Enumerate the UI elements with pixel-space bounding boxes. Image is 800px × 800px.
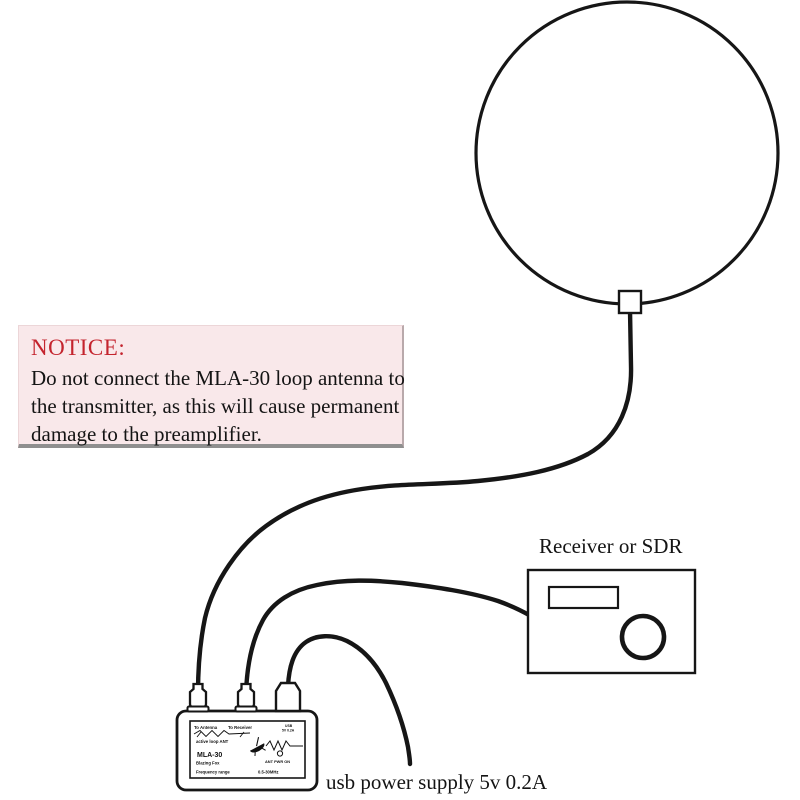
label-frequency-value: 0.5-30MHz	[258, 769, 279, 775]
receiver-caption: Receiver or SDR	[539, 534, 683, 558]
notice-line-1: Do not connect the MLA-30 loop antenna to	[31, 366, 405, 390]
receiver-display	[549, 587, 618, 608]
antenna-plug	[188, 684, 209, 712]
usb-power-caption: usb power supply 5v 0.2A	[326, 770, 548, 794]
loop-antenna-circle	[476, 2, 778, 304]
notice-line-3: damage to the preamplifier.	[31, 422, 262, 446]
receiver-knob	[622, 616, 664, 658]
label-ant-pwr-on: ANT PWR ON	[265, 759, 291, 764]
receiver-plug	[236, 684, 257, 712]
label-frequency-range: Frequency range	[196, 769, 230, 775]
power-led-icon	[277, 751, 282, 756]
loop-feed-connector	[619, 291, 641, 313]
notice-box	[18, 325, 404, 448]
label-subtitle: active loop ANT	[196, 739, 229, 744]
notice-title: NOTICE:	[31, 335, 126, 360]
receiver-box	[528, 570, 695, 673]
label-brand: Blazing Fox	[196, 760, 220, 766]
label-to-antenna: To Antenna	[194, 725, 218, 730]
label-to-receiver: To Receiver	[228, 725, 253, 730]
notice-line-2: the transmitter, as this will cause permanent	[31, 394, 400, 418]
label-usb-line2: 5V 0.2A	[282, 728, 295, 733]
label-model: MLA-30	[197, 752, 223, 759]
label-usb-line1: USB	[285, 724, 293, 728]
usb-plug	[276, 683, 300, 711]
